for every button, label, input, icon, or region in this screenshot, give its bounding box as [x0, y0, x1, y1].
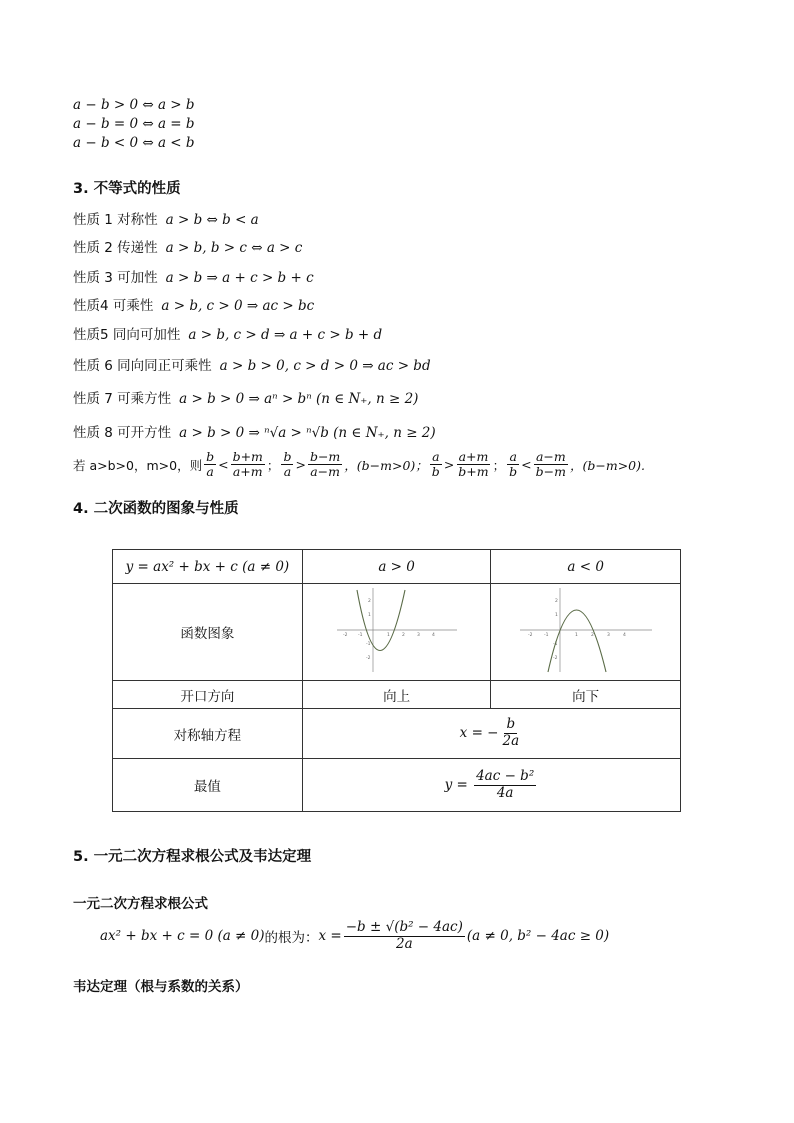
property-label: 性质 6 同向同正可乘性 [73, 358, 212, 374]
relation-lt: a − b < 0 ⇔ a < b [73, 135, 195, 151]
open-label: 开口方向 [113, 681, 303, 709]
fraction: $\frac{a-m}{b-m}$ [535, 449, 566, 480]
tick-x: 3 [606, 633, 610, 638]
fraction: $\frac{b+m}{a+m}$ [232, 449, 263, 480]
tick-y: 2 [367, 599, 371, 604]
property-label: 性质4 可乘性 [73, 298, 154, 314]
open-down: 向下 [491, 681, 681, 709]
property-formula: a > b ⇔ b < a [165, 212, 259, 228]
fraction: $\frac{a}{b}$ [509, 449, 518, 480]
open-up: 向上 [302, 681, 491, 709]
vieta-subheading: 韦达定理（根与系数的关系） [73, 979, 249, 995]
property-formula: a > b, b > c ⇔ a > c [165, 240, 303, 256]
fraction: $\frac{b}{a}$ [283, 449, 292, 480]
property-formula: a > b, c > 0 ⇒ ac > bc [161, 298, 315, 314]
inequality-op: < [218, 457, 229, 473]
extreme-label: 最值 [113, 759, 303, 812]
table-row-graph [113, 584, 681, 681]
axis-label: 对称轴方程 [113, 709, 303, 759]
extreme-lhs: y = [444, 777, 473, 793]
separator: ； [266, 457, 280, 473]
root-text: 的根为： [264, 930, 319, 947]
fraction: $\frac{b-m}{a-m}$ [309, 449, 341, 480]
header-a-negative: a < 0 [491, 550, 681, 584]
property-formula: a > b > 0 ⇒ ⁿ√a > ⁿ√b (n ∈ N₊, n ≥ 2) [179, 425, 436, 441]
tick-y: 1 [554, 613, 558, 618]
property-formula: a > b ⇒ a + c > b + c [165, 270, 314, 286]
tick-y: 2 [554, 599, 558, 604]
property-1 [73, 208, 259, 228]
inequality-op: > [443, 457, 455, 473]
root-formula-subheading: 一元二次方程求根公式 [73, 896, 208, 912]
tick-x: -1 [543, 633, 549, 638]
parabola-down-graph [518, 586, 654, 674]
tick-y: -2 [552, 656, 558, 661]
tick-y: 1 [367, 613, 371, 618]
tick-x: 1 [574, 633, 578, 638]
parabola-up-graph [335, 586, 459, 674]
tick-y: -2 [365, 656, 371, 661]
table-row-open [113, 681, 681, 709]
tick-x: 4 [622, 633, 626, 638]
axis-formula-cell [302, 709, 680, 759]
tick-x: 2 [401, 633, 405, 638]
property-label: 性质 7 可乘方性 [73, 391, 172, 407]
graph-label: 函数图象 [113, 584, 303, 681]
condition: ，(b−m>0)； [344, 457, 428, 473]
quadratic-table [112, 549, 681, 812]
root-condition: (a ≠ 0, b² − 4ac ≥ 0) [466, 928, 610, 945]
quadratic-equation: ax² + bx + c = 0 (a ≠ 0) [100, 928, 265, 945]
property-label: 性质 2 传递性 [73, 240, 158, 256]
property-3 [73, 266, 314, 286]
graph-downward-cell [491, 584, 681, 681]
ratio-rule [73, 450, 645, 480]
root-fraction: $\frac{\text{−b ± √(b² − 4ac)}}{2a}$ [345, 919, 463, 952]
inequality-op: > [295, 457, 306, 473]
root-lhs: x = [318, 928, 342, 945]
property-label: 性质 3 可加性 [73, 270, 158, 286]
property-formula: a > b > 0 ⇒ aⁿ > bⁿ (n ∈ N₊, n ≥ 2) [179, 391, 419, 407]
section-4-heading: 4. 二次函数的图象与性质 [73, 501, 239, 517]
property-label: 性质 1 对称性 [73, 212, 158, 228]
property-2 [73, 236, 302, 256]
table-row-extreme [113, 759, 681, 812]
tick-y: -1 [365, 642, 371, 647]
property-label: 性质 8 可开方性 [73, 425, 172, 441]
tick-x: 4 [431, 633, 435, 638]
separator: ； [492, 457, 506, 473]
fraction: $\frac{a}{b}$ [431, 449, 440, 480]
tick-x: 2 [590, 633, 594, 638]
property-formula: a > b > 0, c > d > 0 ⇒ ac > bd [219, 358, 431, 374]
tick-x: -1 [357, 633, 363, 638]
extreme-fraction: $\frac{\text{4ac − b²}}{4a}$ [476, 767, 535, 801]
header-a-positive: a > 0 [302, 550, 491, 584]
extreme-formula-cell [302, 759, 680, 812]
tick-x: 1 [386, 633, 390, 638]
header-function: y = ax² + bx + c (a ≠ 0) [113, 550, 303, 584]
fraction: $\frac{a+m}{b+m}$ [458, 449, 489, 480]
tick-y: -1 [552, 642, 558, 647]
section-3-heading: 3. 不等式的性质 [73, 181, 181, 197]
root-formula [100, 920, 609, 952]
property-4 [73, 294, 314, 314]
property-5 [73, 323, 382, 343]
inequality-op: < [521, 457, 532, 473]
parabola-curve [548, 610, 606, 672]
property-7 [73, 387, 418, 407]
property-formula: a > b, c > d ⇒ a + c > b + d [188, 327, 383, 343]
table-row-axis [113, 709, 681, 759]
property-8 [73, 421, 436, 441]
relation-eq: a − b = 0 ⇔ a = b [73, 116, 195, 132]
table-row-header [113, 550, 681, 584]
ratio-prefix: 若 a>b>0，m>0，则 [73, 457, 203, 473]
section-5-heading: 5. 一元二次方程求根公式及韦达定理 [73, 849, 312, 865]
tick-x: 3 [416, 633, 420, 638]
relation-gt: a − b > 0 ⇔ a > b [73, 97, 195, 113]
axis-fraction: $\frac{b}{2a}$ [502, 716, 520, 749]
tick-x: -2 [527, 633, 533, 638]
fraction: $\frac{b}{a}$ [206, 449, 215, 480]
graph-upward-cell [302, 584, 491, 681]
parabola-curve [357, 590, 405, 651]
axis-lhs: x = − [459, 725, 499, 742]
tick-x: -2 [342, 633, 348, 638]
condition: ，(b−m>0). [570, 457, 645, 473]
property-label: 性质5 同向可加性 [73, 327, 181, 343]
property-6 [73, 354, 431, 374]
